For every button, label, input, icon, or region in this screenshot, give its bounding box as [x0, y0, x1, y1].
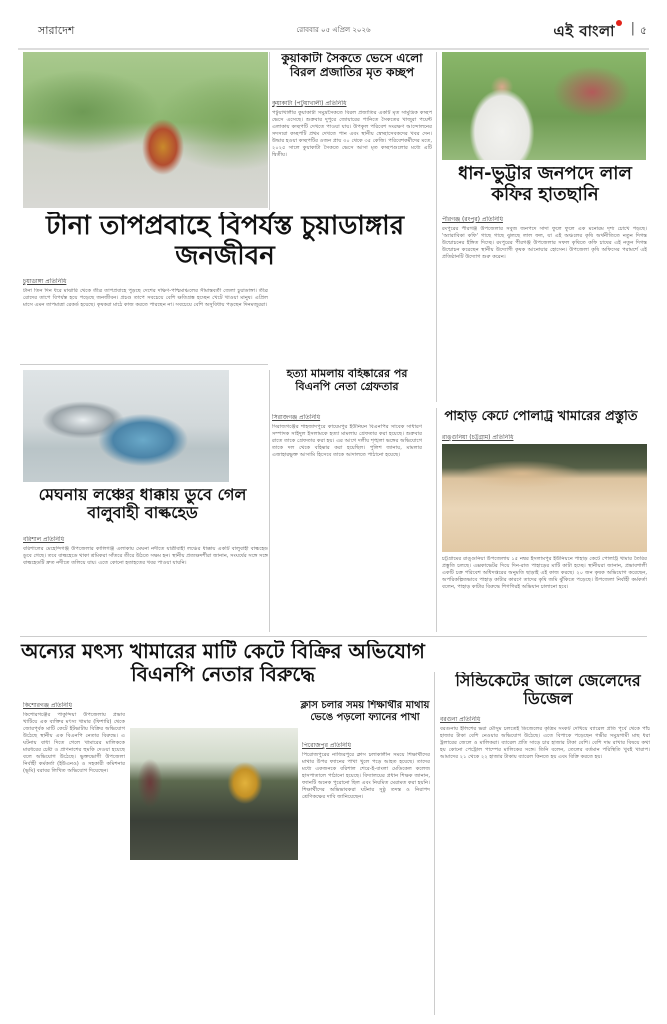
headline-diesel: সিন্ডিকেটের জালে জেলেদের ডিজেল	[455, 672, 641, 709]
byline-turtle: কুয়াকাটা (পটুয়াখালী) প্রতিনিধি	[272, 100, 347, 107]
photo-coffee-farmer	[442, 52, 646, 160]
section-name: সারাদেশ	[38, 24, 75, 37]
body-heatwave: টানা তিন দিন ধরে মাঝারি থেকে তীব্র তাপপ্রবাহে পুড়ছে দেশের দক্ষিণ-পশ্চিমাঞ্চলের সীমান্তবর্তী জেলা চুয়াডাঙ্গা। তীব্র রোদের তাপে বিপর্যস্ত হয়ে পড়েছে জনজীবন। প্রচণ্ড তাপে সবচেয়ে বেশি ক্ষতিগ্রস্ত হচ্ছেন খেটে খাওয়া মানুষ। এপ্রিল মাসে এমন তাপমাত্রা রেকর্ড হয়েছে। কৃষকরা মাঠে কাজ করতে পারছেন না। সবচেয়ে বেশি অসুবিধায় পড়ছেন দিনমজুররা।	[23, 288, 268, 308]
byline-diesel: বরগুনা প্রতিনিধি	[440, 716, 481, 723]
headline-hill: পাহাড় কেটে পোলট্রি খামারের প্রস্তুতি	[444, 410, 638, 424]
section-rule	[20, 636, 647, 637]
headline-arrest: হত্যা মামলায় বহিষ্কারের পর বিএনপি নেতা গ্রেফতার	[286, 368, 408, 393]
headline-fishfarm: অন্যের মৎস্য খামারের মাটি কেটে বিক্রির অভিযোগ বিএনপি নেতার বিরুদ্ধে	[21, 640, 425, 686]
headline-fan: ক্লাস চলার সময় শিক্ষার্থীর মাথায় ভেঙে পড়লো ফ্যানের পাখা	[300, 700, 430, 723]
logo-text: এই বাংলা	[553, 22, 615, 40]
byline-bulkhead: বরিশাল প্রতিনিধি	[23, 536, 65, 543]
page-number: ৫	[639, 24, 647, 37]
byline-arrest: সিরাজগঞ্জ প্রতিনিধি	[272, 414, 321, 421]
byline-fishfarm: কিশোরগঞ্জ প্রতিনিধি	[23, 702, 72, 709]
body-arrest: সিরাজগঞ্জের শাহজাদপুরে কায়েমপুর ইউনিয়ন বিএনপির সাবেক সাধারণ সম্পাদক সাইদুল ইসলামকে হত্যা মামলায় গ্রেফতার করা হয়েছে। শুক্রবার রাতে তাকে গ্রেফতার করা হয়। এর আগে দলীয় শৃঙ্খলা ভঙ্গের অভিযোগে তাকে দল থেকে বহিষ্কার করা হয়েছিল। পুলিশ জানায়, মামলার এজাহারভুক্ত আসামি হিসেবে তাকে আদালতে পাঠানো হয়েছে।	[272, 424, 422, 458]
body-diesel: বরগুনায় ইলিশের ভরা মৌসুম চলতেই ডিজেলের কৃত্রিম সংকট দেখিয়ে ব্যারেল প্রতি পূর্বে থেকে পাঁচ হাজার টাকা বেশি নেওয়ার অভিযোগ উঠেছে। এতে বিপাকে পড়েছেন গভীর সমুদ্রগামী মাছ ধরা ট্রলারের জেলে ও মালিকরা। ব্যারেল প্রতি সাড়ে চার হাজার টাকা বেশি। বেশি দাম রাখার বিষয়ে কথা হয় কোনো পেট্রোল পাম্পের মালিকের সঙ্গে। তিনি বলেন, তেলের বর্তমান পরিস্থিতি খুবই খারাপ। আমাদের ২১ থেকে ২২ হাজার টাকায় ব্যারেল কিনতে হয় এবং বিক্রি করতে হয়।	[440, 726, 650, 760]
body-bulkhead: বরিশালের মেহেন্দিগঞ্জ উপজেলার কালিগঞ্জ এলাকায় মেঘনা নদীতে যাত্রীবাহী লঞ্চের ধাক্কায় একটি বালুবাহী বাল্কহেড ডুবে গেছে। তবে বাল্কহেডে থাকা শ্রমিকরা সাঁতরে তীরে উঠতে সক্ষম হন। স্থানীয় প্রত্যক্ষদর্শীরা জানান, সংঘর্ষের সঙ্গে সঙ্গে বাল্কহেডটি দ্রুত নদীতে তলিয়ে যায়। এতে কোনো হতাহতের খবর পাওয়া যায়নি।	[23, 546, 268, 566]
body-turtle: পটুয়াখালীর কুয়াকাটা সমুদ্রসৈকতে বিরল প্রজাতির একটি মৃত সামুদ্রিক কচ্ছপ ভেসে এসেছে। শুক্রবার দুপুরে জোয়ারের পানিতে সৈকতের খাজুরা পয়েন্ট এলাকায় কচ্ছপটি দেখতে পাওয়া যায়। উপকূল পরিবেশ সংরক্ষণ আন্দোলনের সদস্যরা কচ্ছপটি প্রথম দেখতে পান এবং স্থানীয় স্বেচ্ছাসেবকদের খবর দেন। উদ্ধার হওয়া কচ্ছপটির ওজন প্রায় ৩০ থেকে ৩৫ কেজি। পরিবেশকর্মীদের মতে, ২০২৫ সালে কুয়াকাটা সৈকতে ভেসে আসা মৃত কচ্ছপগুলোর মধ্যে এটি দ্বিতীয়।	[272, 110, 432, 158]
headline-turtle: কুয়াকাটা সৈকতে ভেসে এলো বিরল প্রজাতির মৃত কচ্ছপ	[281, 52, 423, 79]
masthead-rule	[18, 48, 649, 50]
column-rule	[436, 408, 437, 632]
body-fan: পিরোজপুরের নাজিরপুরে ক্লাস চলাকালীন সময়ে শিক্ষার্থীদের মাথার উপর ফ্যানের পাখা খুলে পড়ে আহত হয়েছে। তাদের মধ্যে একজনকে বরিশাল শেরে-ই-বাংলা মেডিকেল কলেজ হাসপাতালে পাঠানো হয়েছে। বিদ্যালয়ের প্রধান শিক্ষক জানান, ফ্যানটি অনেক পুরোনো ছিল এবং নিয়মিত মেরামত করা হয়নি। শিক্ষার্থীদের অভিভাবকরা ঘটনার সুষ্ঠু তদন্ত ও নিরাপদ শ্রেণিকক্ষের দাবি জানিয়েছেন।	[302, 752, 430, 800]
body-fishfarm: কিশোরগঞ্জের পাকুন্দিয়া উপজেলায় প্রভাব খাটিয়ে এক ব্যক্তির মৎস্য খামার (ফিশারি) থেকে জোরপূর্বক মাটি কেটে ইটভাটায় বিক্রির অভিযোগ উঠেছে স্থানীয় এক বিএনপি নেতার বিরুদ্ধে। এ ঘটনায় বাধা দিতে গেলে খামারের মালিককে মারধরের চেষ্টা ও প্রাণনাশের হুমকি দেওয়া হয়েছে বলে অভিযোগ উঠেছে। ভুক্তভোগী উপজেলা নির্বাহী কর্মকর্তা (ইউএনও) ও সহকারী কমিশনার (ভূমি) বরাবর লিখিত অভিযোগ দিয়েছেন।	[23, 712, 125, 774]
headline-heatwave: টানা তাপপ্রবাহে বিপর্যস্ত চুয়াডাঙ্গার জনজীবন	[45, 212, 405, 271]
byline-hill: রাঙ্গুনিয়া (চট্টগ্রাম) প্রতিনিধি	[442, 434, 514, 441]
byline-coffee: পীরগঞ্জ (রংপুর) প্রতিনিধি	[442, 216, 503, 223]
headline-coffee: ধান-ভুট্টার জনপদে লাল কফির হাতছানি	[458, 164, 632, 205]
column-rule	[269, 370, 270, 632]
column-rule	[269, 52, 270, 210]
photo-cut-hill	[442, 444, 647, 552]
body-coffee: রংপুরের পীরগঞ্জ উপজেলার সবুজ জনপদে সাদা ফুলে ফুলে এক মনোরম দৃশ্য চোখে পড়ছে। 'অ্যারাবিকা কফি' গাছে গাছে ঝুলছে লাল ফল, যা এই অঞ্চলের কৃষি অর্থনীতিতে নতুন দিগন্ত উন্মোচনের ইঙ্গিত দিচ্ছে। রংপুরের পীরগঞ্জ উপজেলার সফল কৃষিতে কফি চাষের এই নতুন দিগন্ত উন্মোচন করেছেন স্থানীয় উদ্যোগী কৃষক আনোয়ার হোসেন। উপজেলা কৃষি অফিসের পরামর্শে এই প্রতিষ্ঠানটি উদ্যোগ শুরু করেন।	[442, 226, 647, 260]
photo-excavator-fishfarm	[130, 728, 298, 860]
issue-date: রোববার ০৫ এপ্রিল ২০২৬	[296, 26, 371, 34]
page-separator: |	[630, 21, 635, 36]
masthead	[18, 22, 649, 42]
photo-sinking-bulkhead	[23, 370, 229, 482]
section-rule	[20, 364, 268, 365]
logo-sun-dot-icon	[616, 20, 622, 26]
newspaper-logo	[553, 20, 623, 45]
photo-tractor-road	[23, 52, 268, 208]
body-hill: চট্টগ্রামের রাঙ্গুনিয়া উপজেলায় ১৫ নম্বর ইসলামপুর ইউনিয়নে পাহাড় কেটে পোলট্রি খামার তৈরির প্রস্তুতি চলছে। এক্সকাভেটর দিয়ে দিন-রাত পাহাড়ের মাটি কাটা হচ্ছে। স্থানীয়রা জানান, প্রভাবশালী একটি চক্র পরিবেশ অধিদপ্তরের অনুমতি ছাড়াই এই কাজ করছে। ২০ জন কৃষক অভিযোগ করেছেন, অপরিকল্পিতভাবে পাহাড় কাটার কারণে তাদের কৃষি জমি ঝুঁকিতে পড়েছে। উপজেলা নির্বাহী কর্মকর্তা বলেন, পাহাড় কাটার বিরুদ্ধে শিগগিরই অভিযান চালানো হবে।	[442, 556, 647, 590]
byline-fan: পিরোজপুর প্রতিনিধি	[302, 742, 351, 749]
column-rule	[436, 52, 437, 402]
byline-heatwave: চুয়াডাঙ্গা প্রতিনিধি	[23, 278, 67, 285]
headline-bulkhead: মেঘনায় লঞ্চের ধাক্কায় ডুবে গেল বালুবাহী বাল্কহেড	[38, 486, 247, 523]
column-rule	[434, 672, 435, 1015]
